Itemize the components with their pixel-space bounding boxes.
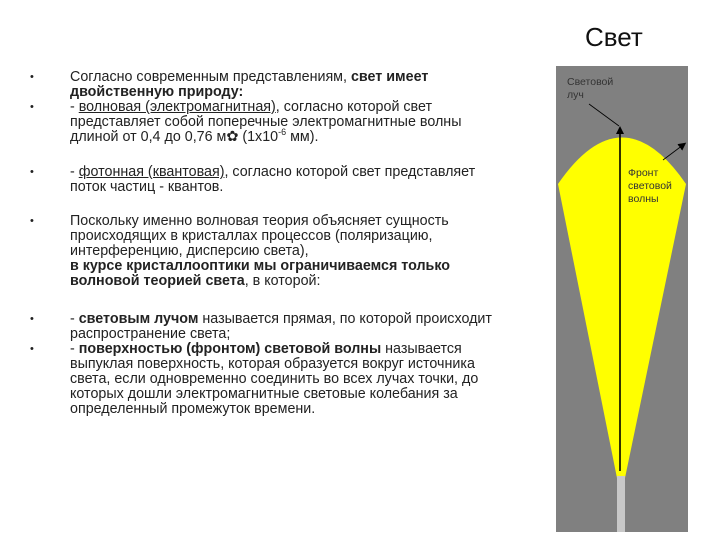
dual-nature-intro: Согласно современным представлениям, bbox=[70, 69, 351, 85]
ray-label-line2: луч bbox=[567, 89, 584, 101]
front-dash: - bbox=[70, 341, 79, 357]
dual-nature-bold: свет имеет двойственную природу: bbox=[70, 69, 429, 100]
front-label-line2: световой bbox=[628, 180, 672, 192]
photon-theory-text: , согласно которой свет представляет поток частиц - квантов. bbox=[70, 164, 476, 195]
front-label-line1: Фронт bbox=[628, 167, 659, 179]
wave-theory-explanation: Поскольку именно волновая теория объясняет сущность происходящих в кристаллах процессов (поляризацию, интерференцию, дисперсию света), bbox=[70, 213, 449, 259]
bullet: • bbox=[30, 71, 34, 83]
wave-front-definition: называется выпуклая поверхность, которая образуется вокруг источника света, если одновременно соединить во всех лучах точки, до которых дошли электромагнитные световые колебания за определенный промежуток времени. bbox=[70, 341, 479, 417]
front-label-line3: волны bbox=[628, 193, 659, 205]
paragraph-photon bbox=[30, 165, 500, 195]
bullet: • bbox=[30, 101, 34, 113]
ray-label-line1: Световой bbox=[567, 76, 614, 88]
light-ray-definition: называется прямая, по которой происходит распространение света; bbox=[70, 311, 492, 342]
light-source bbox=[617, 476, 625, 532]
light-beam-figure bbox=[556, 66, 688, 532]
wave-range-close: мм). bbox=[286, 129, 319, 145]
text-column bbox=[30, 70, 500, 417]
light-ray-term: световым лучом bbox=[78, 311, 199, 327]
wave-front-term: поверхностью (фронтом) световой волны bbox=[78, 341, 382, 357]
paragraph-dual-nature bbox=[30, 70, 500, 145]
wave-theory-term: волновая (электромагнитная) bbox=[78, 99, 276, 115]
slide-title: Свет bbox=[585, 22, 643, 52]
micron-glyph: ✿ bbox=[226, 129, 239, 145]
photon-theory-term: фотонная (квантовая) bbox=[78, 164, 225, 180]
paragraph-definitions bbox=[30, 312, 500, 417]
bullet: • bbox=[30, 313, 34, 325]
ray-dash: - bbox=[70, 311, 79, 327]
photon-dash: - bbox=[70, 164, 79, 180]
wave-theory-text: , согласно которой свет представляет собой поперечные электромагнитные волны длиной от 0,4 до 0,76 м bbox=[70, 99, 462, 145]
wave-dash: - bbox=[70, 99, 79, 115]
wave-theory-tail: , в которой: bbox=[244, 273, 321, 289]
exponent: -6 bbox=[278, 127, 287, 138]
crystal-optics-bold: в курсе кристаллооптики мы ограничиваемся только волновой теорией света bbox=[70, 258, 451, 289]
bullet: • bbox=[30, 215, 34, 227]
wave-range-open: (1х10 bbox=[238, 129, 279, 145]
bullet: • bbox=[30, 166, 34, 178]
bullet: • bbox=[30, 343, 34, 355]
paragraph-wave-theory bbox=[30, 214, 500, 289]
